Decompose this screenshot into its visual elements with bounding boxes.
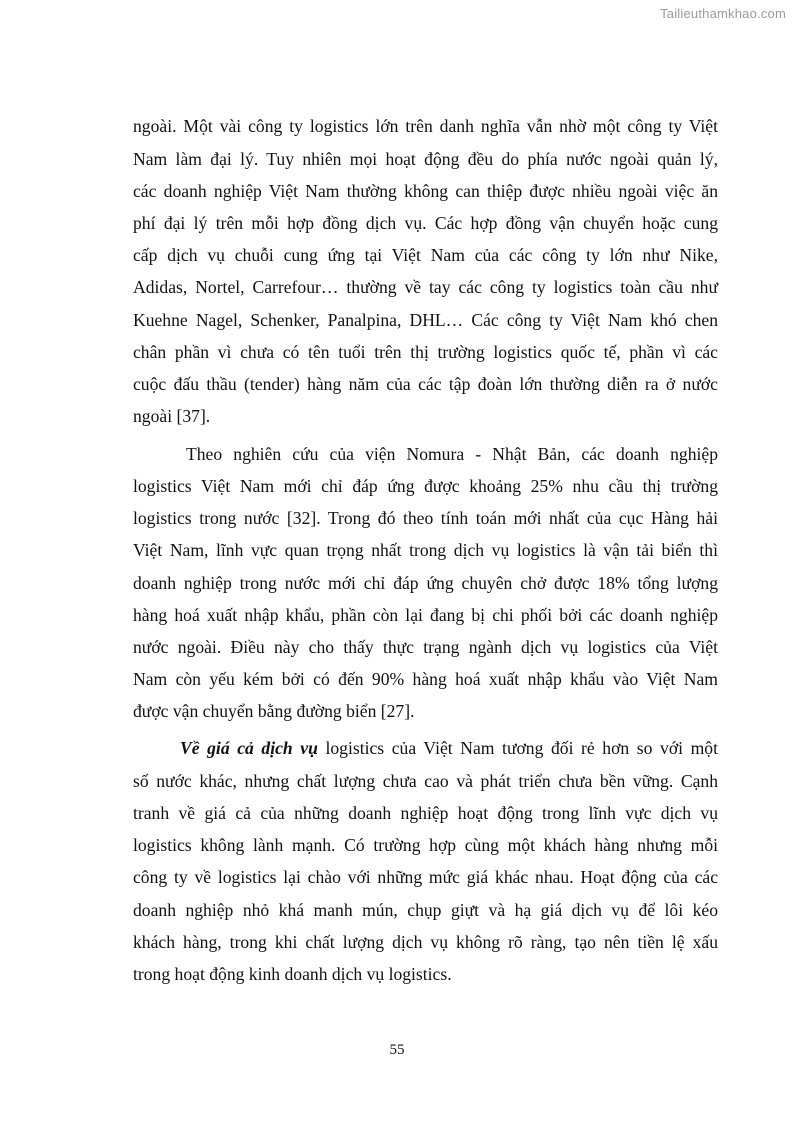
text-line: Kuehne Nagel, Schenker, Panalpina, DHL… Các công ty Việt Nam khó chen	[133, 310, 718, 330]
text-line: doanh nghiệp nhỏ khá manh mún, chụp giựt và hạ giá dịch vụ để lôi kéo	[133, 900, 718, 920]
text-line: ngoài. Một vài công ty logistics lớn trên danh nghĩa vẫn nhờ một công ty Việt	[133, 116, 718, 136]
watermark: Tailieuthamkhao.com	[660, 6, 786, 21]
text-line: Theo nghiên cứu của viện Nomura - Nhật Bản, các doanh nghiệp	[186, 444, 718, 464]
text-line: ngoài [37].	[133, 406, 211, 426]
text-line: logistics Việt Nam mới chỉ đáp ứng được khoảng 25% nhu cầu thị trường	[133, 476, 718, 496]
text-line: doanh nghiệp trong nước mới chỉ đáp ứng chuyên chở được 18% tổng lượng	[133, 573, 718, 593]
text-line: logistics trong nước [32]. Trong đó theo tính toán mới nhất của cục Hàng hải	[133, 508, 718, 528]
text-line: hàng hoá xuất nhập khẩu, phần còn lại đang bị chi phối bởi các doanh nghiệp	[133, 605, 718, 625]
emphasis-heading: Về giá cả dịch vụ	[180, 738, 318, 758]
text-line: các doanh nghiệp Việt Nam thường không can thiệp được nhiều ngoài việc ăn	[133, 181, 718, 201]
text-line: Nam còn yếu kém bởi có đến 90% hàng hoá xuất nhập khẩu vào Việt Nam	[133, 669, 718, 689]
text-line: công ty về logistics lại chào với những mức giá khác nhau. Hoạt động của các	[133, 867, 718, 887]
text-line: Adidas, Nortel, Carrefour… thường về tay các công ty logistics toàn cầu như	[133, 277, 718, 297]
text-line: tranh về giá cả của những doanh nghiệp hoạt động trong lĩnh vực dịch vụ	[133, 803, 718, 823]
text-line: phí đại lý trên mỗi hợp đồng dịch vụ. Các hợp đồng vận chuyển hoặc cung	[133, 213, 718, 233]
text-fragment: logistics của Việt Nam tương đối rẻ hơn so với một	[325, 738, 718, 758]
text-line: cấp dịch vụ chuỗi cung ứng tại Việt Nam của các công ty lớn như Nike,	[133, 245, 718, 265]
text-line: số nước khác, nhưng chất lượng chưa cao và phát triển chưa bền vững. Cạnh	[133, 771, 718, 791]
text-line: chân phần vì chưa có tên tuổi trên thị trường logistics quốc tế, phần vì các	[133, 342, 718, 362]
text-line: Nam làm đại lý. Tuy nhiên mọi hoạt động đều do phía nước ngoài quản lý,	[133, 149, 718, 169]
text-line: logistics không lành mạnh. Có trường hợp cùng một khách hàng nhưng mỗi	[133, 835, 718, 855]
text-line: Việt Nam, lĩnh vực quan trọng nhất trong dịch vụ logistics là vận tải biển thì	[133, 540, 718, 560]
text-line: khách hàng, trong khi chất lượng dịch vụ không rõ ràng, tạo nên tiền lệ xấu	[133, 932, 718, 952]
text-line: cuộc đấu thầu (tender) hàng năm của các tập đoàn lớn thường diễn ra ở nước	[133, 374, 718, 394]
page-number: 55	[389, 1042, 405, 1058]
text-line: trong hoạt động kinh doanh dịch vụ logistics.	[133, 964, 452, 984]
text-line: được vận chuyển bằng đường biển [27].	[133, 701, 415, 721]
text-line: nước ngoài. Điều này cho thấy thực trạng ngành dịch vụ logistics của Việt	[133, 637, 718, 657]
text-line	[180, 737, 718, 759]
